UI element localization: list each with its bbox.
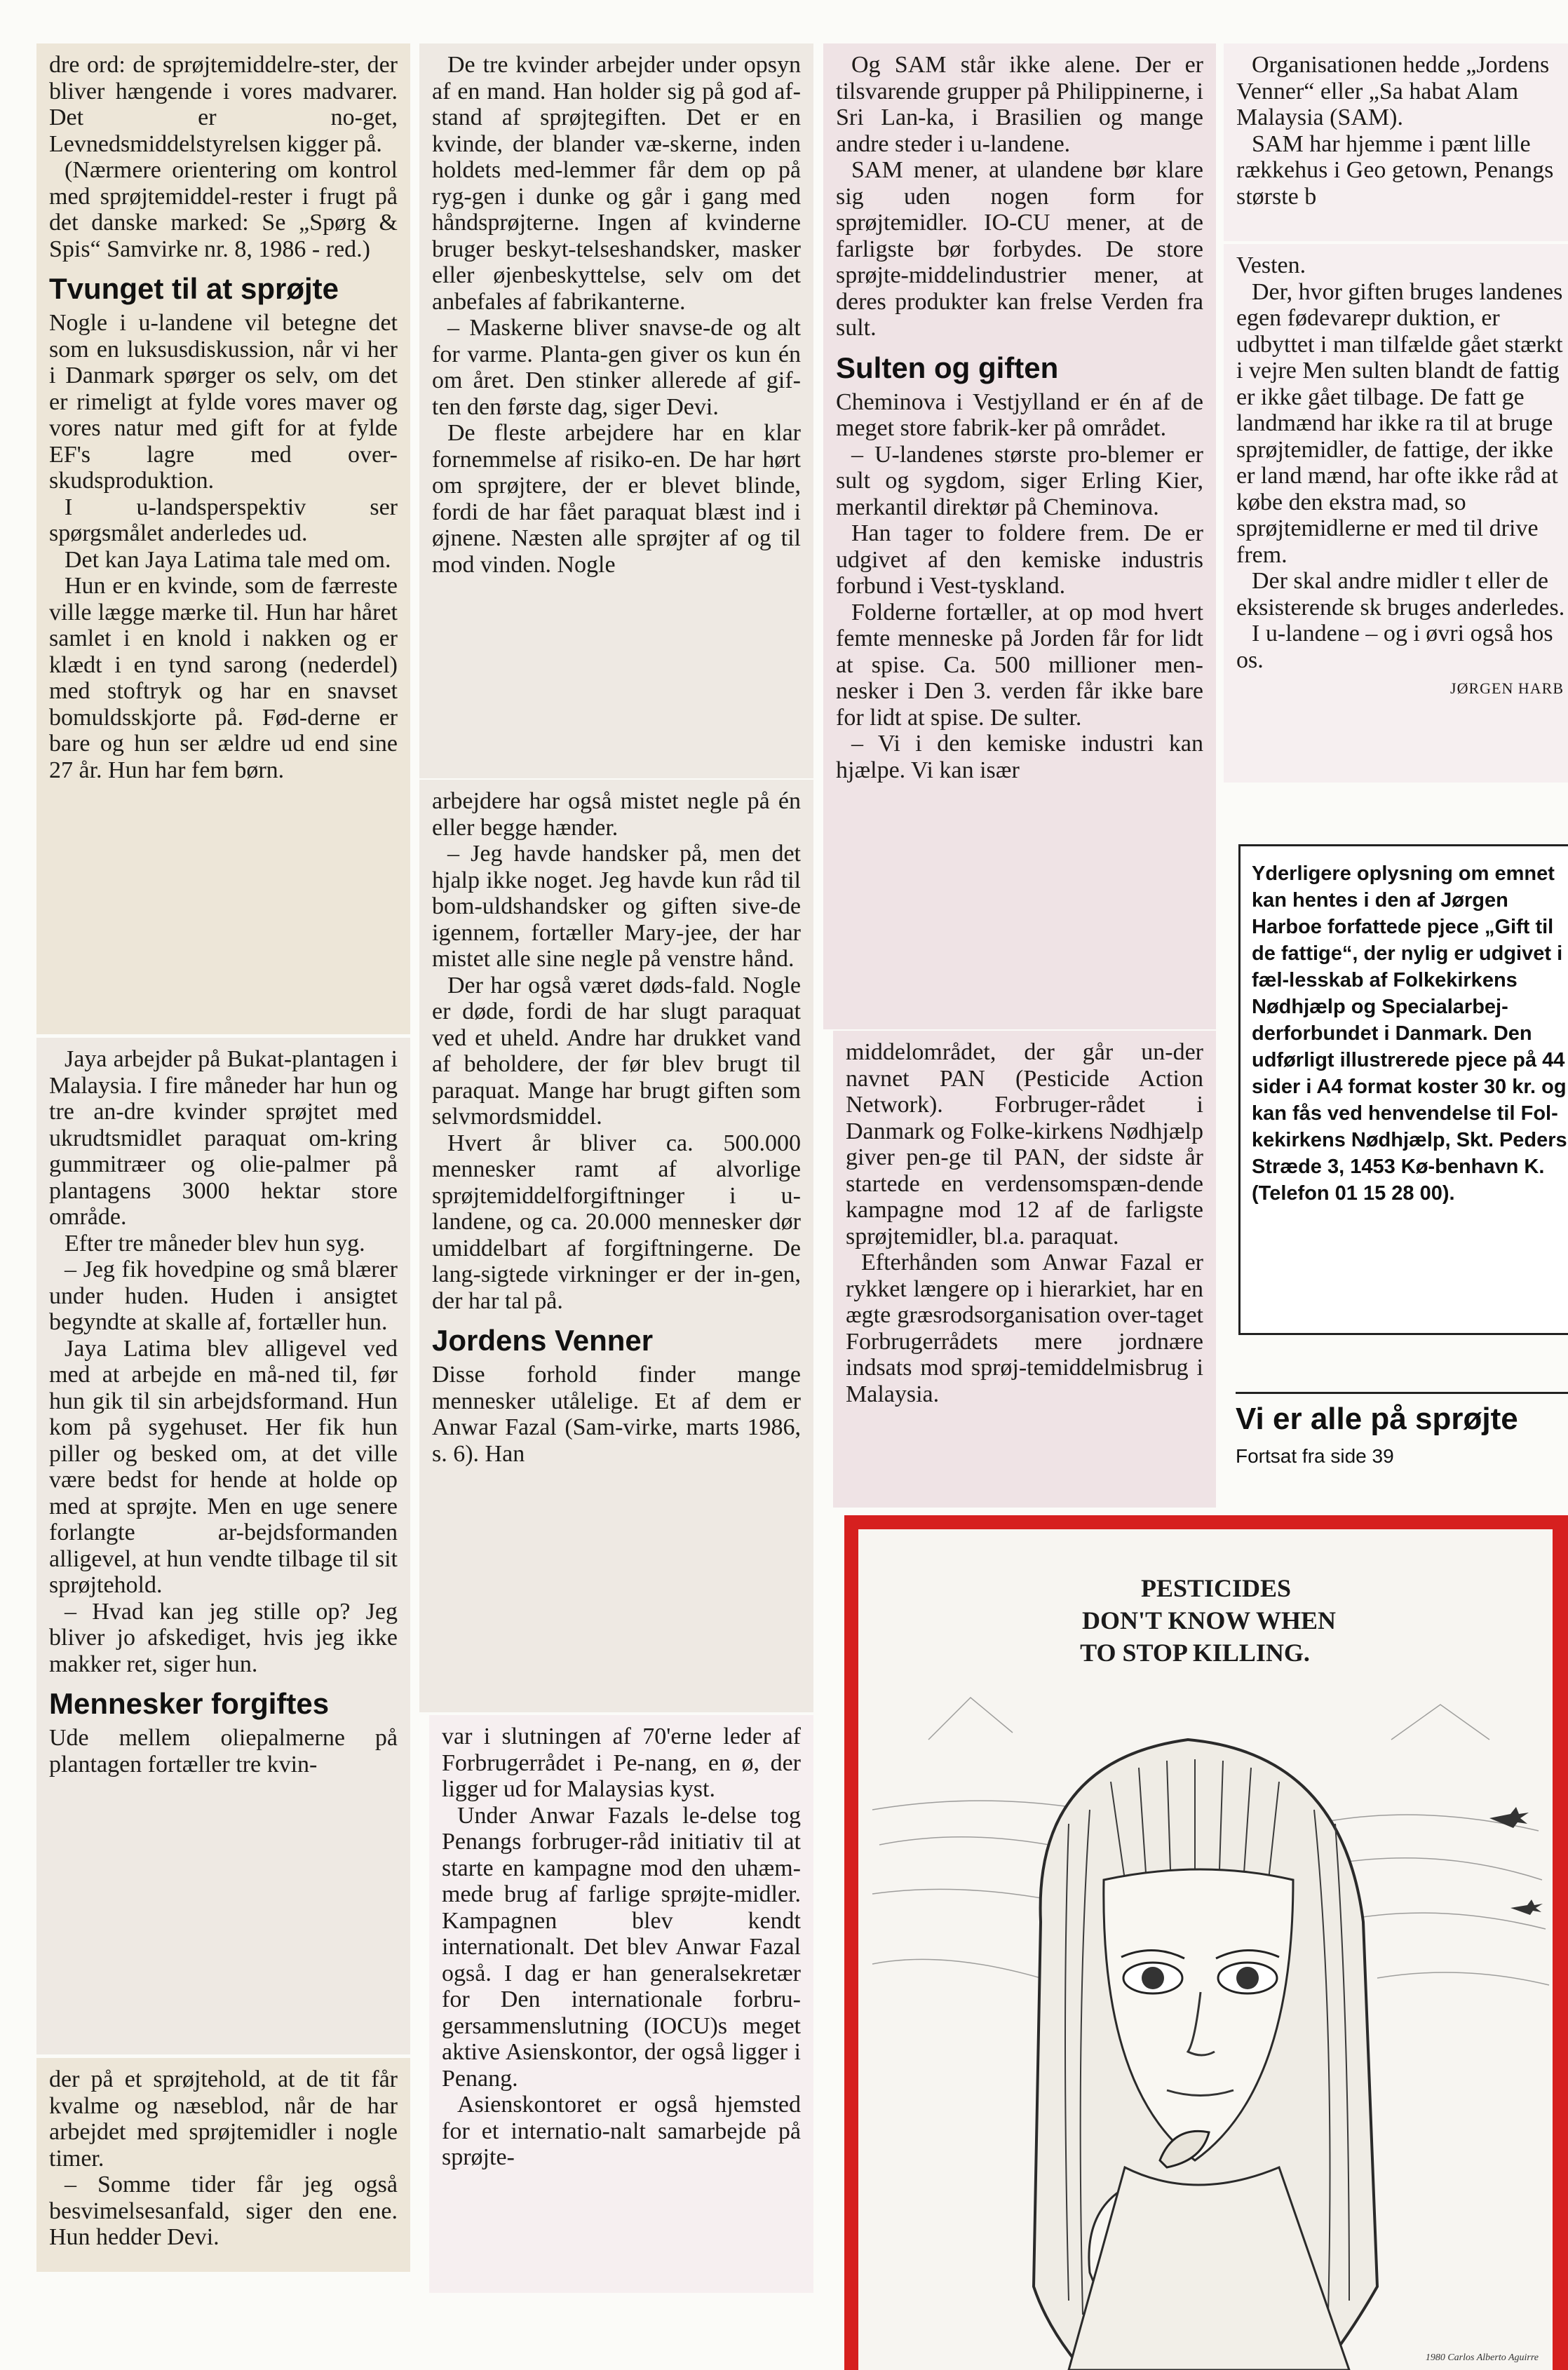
section-heading: Jordens Venner	[432, 1324, 654, 1357]
info-box-text: Yderligere oplysning om emnet kan hentes i den af Jørgen Harboe forfattede pjece „Gift til de fattige“, der nylig er udgivet i fæl-lesskab af Folkekirkens Nødhjælp og Specialarbej-derforbundet i Danmark. Den udførligt illustrerede pjece på 44 sider i A4 format koster 30 kr. og kan fås ved henvendelse til Fol-kekirkens Nødhjælp, Skt. Peders Stræde 3, 1453 Kø-benhavn K. (Telefon 01 15 28 00).	[1252, 862, 1567, 1205]
paragraph: Og SAM står ikke alene. Der er tilsvarende grupper på Philippinerne, i Sri Lan-ka, i Brasilien og mange andre steder i u-landene.	[836, 52, 1203, 157]
paragraph: Der skal andre midler t eller de eksisterende sk bruges anderledes.	[1236, 568, 1565, 621]
paragraph: – Hvad kan jeg stille op? Jeg bliver jo afskediget, hvis jeg ikke makker ret, siger hun.	[49, 1598, 398, 1677]
article-column-1-top	[36, 43, 410, 1034]
paragraph: middelområdet, der går un-der navnet PAN (Pesticide Action Network). Forbruger-rådet i Danmark og Folke-kirkens Nødhjælp giver pen-ge til PAN, der sidste år startede en verdensomspæn-dende kampagne mod 12 af de farligste sprøjtemidler, bl.a. paraquat.	[846, 1039, 1203, 1250]
paragraph: dre ord: de sprøjtemiddelre-ster, der bliver hængende i vores madvarer. Det er no-get, Levnedsmiddelstyrelsen kigger på.	[49, 52, 398, 157]
paragraph: Jaya Latima blev alligevel ved med at arbejde en må-ned til, før hun gik til sin arbejdsformand. Hun kom på sygehuset. Her fik hun piller og besked om, at det ville være bedst for hende at holde op med at sprøjte. Men en uge senere forlangte ar-bejdsformanden alligevel, at hun vendte tilbage til sit sprøjtehold.	[49, 1335, 398, 1598]
poster-title-line-3: TO STOP KILLING.	[1080, 1639, 1310, 1667]
article-column-4-bottom	[1224, 244, 1568, 783]
paragraph: Hun er en kvinde, som de færreste ville lægge mærke til. Hun har håret samlet i en knold i nakken og er klædt i en tynd sarong (nederdel) med stoftryk og har en snavset bomuldsskjorte på. Fød-derne er bare og hun ser ældre ud end sine 27 år. Hun har fem børn.	[49, 573, 398, 783]
article-column-2-middle	[419, 780, 813, 1712]
continued-subtitle: Fortsat fra side 39	[1236, 1445, 1394, 1467]
paragraph: Han tager to foldere frem. De er udgivet af den kemiske industris forbund i Vest-tyskland.	[836, 520, 1203, 599]
paragraph: arbejdere har også mistet negle på én eller begge hænder.	[432, 788, 801, 841]
paragraph: – Somme tider får jeg også besvimelsesanfald, siger den ene. Hun hedder Devi.	[49, 2172, 398, 2250]
airplane-icon	[1489, 1807, 1543, 1915]
paragraph: Hvert år bliver ca. 500.000 mennesker ramt af alvorlige sprøjtemiddelforgiftninger i u-landene, og ca. 20.000 mennesker dør umiddelbart af forgiftningerne. De lang-sigtede virkninger er der in-gen, der har tal på.	[432, 1130, 801, 1314]
article-column-1-bottom	[36, 2058, 410, 2272]
paragraph: Efter tre måneder blev hun syg.	[65, 1230, 365, 1257]
paragraph: Der har også været døds-fald. Nogle er døde, fordi de har slugt paraquat ved et uheld. Andre har drukket vand af beholdere, der før blev brugt til paraquat. Mange har brugt giften som selvmordsmiddel.	[432, 972, 801, 1130]
author-signature: JØRGEN HARB	[1450, 679, 1564, 697]
article-column-3-bottom	[833, 1031, 1216, 1508]
paragraph: Organisationen hedde „Jordens Venner“ eller „Sa habat Alam Malaysia (SAM).	[1236, 52, 1550, 130]
section-heading: Sulten og giften	[836, 351, 1059, 384]
paragraph: Disse forhold finder mange mennesker utålelige. Et af dem er Anwar Fazal (Sam-virke, marts 1986, s. 6). Han	[432, 1362, 801, 1467]
paragraph: Jaya arbejder på Bukat-plantagen i Malaysia. I fire måneder har hun og tre an-dre kvinder sprøjtet med ukrudtsmidlet paraquat om-kring gummitræer og olie-palmer på plantagens 3000 hektar store område.	[49, 1046, 398, 1230]
paragraph: Folderne fortæller, at op mod hvert femte menneske på Jorden får for lidt at spise. Ca. 500 millioner men-nesker i Den 3. verden får ikke bare for lidt at spise. De sulter.	[836, 599, 1203, 731]
paragraph: Det kan Jaya Latima tale med om.	[65, 546, 391, 573]
paragraph: Ude mellem oliepalmerne på plantagen fortæller tre kvin-	[49, 1725, 398, 1778]
paragraph: Cheminova i Vestjylland er én af de meget store fabrik-ker på området.	[836, 388, 1203, 441]
paragraph: Nogle i u-landene vil betegne det som en luksusdiskussion, når vi her i Danmark spørger os selv, om det er rimeligt at fylde vores maver og vores natur med gift for at fylde EF's lagre med over-skudsproduktion.	[49, 310, 398, 494]
poster-title-line-2: DON'T KNOW WHEN	[1081, 1606, 1337, 1634]
paragraph: – U-landenes største pro-blemer er sult og sygdom, siger Erling Kier, merkantil direktør på Cheminova.	[836, 441, 1203, 520]
paragraph: – Jeg havde handsker på, men det hjalp ikke noget. Jeg havde kun råd til bom-uldshandsker og giften sive-de igennem, fortæller Mary-jee, der har mistet alle sine negle på venstre hånd.	[432, 841, 801, 972]
article-column-3-top	[823, 43, 1216, 1029]
section-heading: Tvunget til at sprøjte	[49, 272, 339, 305]
paragraph: I u-landsperspektiv ser spørgsmålet anderledes ud.	[49, 494, 398, 546]
article-column-1-middle	[36, 1038, 410, 2054]
continued-title: Vi er alle på sprøjte	[1236, 1402, 1518, 1436]
poster-title-line-1: PESTICIDES	[1140, 1574, 1292, 1602]
pesticide-poster	[844, 1515, 1568, 2370]
paragraph: (Nærmere orientering om kontrol med sprøjtemiddel-rester i frugt på det danske marked: Se „Spørg & Spis“ Samvirke nr. 8, 1986 - red.)	[49, 157, 398, 262]
paragraph: De fleste arbejdere har en klar fornemmelse af risiko-en. De har hørt om sprøjtere, der er blevet blinde, fordi de har fået paraquat blæst ind i øjnene. Næsten alle sprøjter af og til mod vinden. Nogle	[432, 420, 801, 578]
continued-headline	[1236, 1392, 1568, 1468]
paragraph: SAM har hjemme i pænt lille rækkehus i Geo getown, Penangs største b	[1236, 130, 1554, 210]
section-heading: Mennesker forgiftes	[49, 1687, 330, 1720]
paragraph: der på et sprøjtehold, at de tit får kvalme og næseblod, når de har arbejdet med sprøjtemidler i nogle timer.	[49, 2066, 398, 2172]
article-column-2-top	[419, 43, 813, 778]
paragraph: Under Anwar Fazals le-delse tog Penangs forbruger-råd initiativ til at starte en kampagne mod den uhæm-mede brug af farlige sprøjte-midler. Kampagnen blev kendt internationalt. Det blev Anwar Fazal også. I dag er han generalsekretær for Den internationale forbru-gersammenslutning (IOCU)s meget aktive Asienskontor, der også ligger i Penang.	[442, 1802, 801, 2092]
paragraph: SAM mener, at ulandene bør klare sig uden nogen form for sprøjtemidler. IO-CU mener, at de farligste bør forbydes. De store sprøjte-middelindustrier mener, at deres produkter kan frelse Verden fra sult.	[836, 157, 1203, 341]
paragraph: – Maskerne bliver snavse-de og alt for varme. Planta-gen giver os kun én om året. Den stinker allerede af gif-ten den første dag, siger Devi.	[432, 315, 801, 420]
paragraph: Efterhånden som Anwar Fazal er rykket længere op i hierarkiet, har en ægte græsrodsorganisation over-taget Forbrugerrådets mere jordnære indsats mod sprøj-temiddelmisbrug i Malaysia.	[846, 1250, 1203, 1407]
paragraph: I u-landene – og i øvri også hos os.	[1236, 621, 1553, 673]
paragraph: – Jeg fik hovedpine og små blærer under huden. Huden i ansigtet begyndte at skalle af, fortæller hun.	[49, 1257, 398, 1335]
author-signature-line	[1236, 673, 1568, 702]
paragraph: Der, hvor giften bruges landenes egen fødevarepr duktion, er udbyttet i man tilfælde gået stærkt i vejre Men sulten blandt de fattig er ikke gået tilbage. De fatt ge landmænd har ikke ra til at bruge sprøjtemidler, de fattige, der ikke er land mænd, har ofte ikke råd at købe den ekstra mad, so sprøjtemidlerne er med til drive frem.	[1236, 278, 1563, 568]
paragraph: Vesten.	[1236, 252, 1306, 278]
paragraph: Asienskontoret er også hjemsted for et internatio-nalt samarbejde på sprøjte-	[442, 2092, 801, 2170]
article-column-4-top	[1224, 43, 1568, 241]
article-column-2-bottom	[429, 1715, 813, 2293]
paragraph: De tre kvinder arbejder under opsyn af en mand. Han holder sig på god af-stand af sprøjtegiften. Det er en kvinde, der blander væ-skerne, inden holdets med-lemmer får dem op på ryg-gen i dunke og går i gang med håndsprøjterne. Ingen af kvinderne bruger beskyt-telseshandsker, masker eller øjenbeskyttelse, selv om det anbefales af fabrikanterne.	[432, 52, 801, 315]
paragraph: var i slutningen af 70'erne leder af Forbrugerrådet i Pe-nang, en ø, der ligger ud for Malaysias kyst.	[442, 1724, 801, 1802]
info-box	[1238, 844, 1568, 1335]
poster-drawing	[858, 1529, 1553, 2370]
paragraph: – Vi i den kemiske industri kan hjælpe. Vi kan især	[836, 731, 1203, 783]
artist-signature: 1980 Carlos Alberto Aguirre	[1425, 2352, 1539, 2363]
